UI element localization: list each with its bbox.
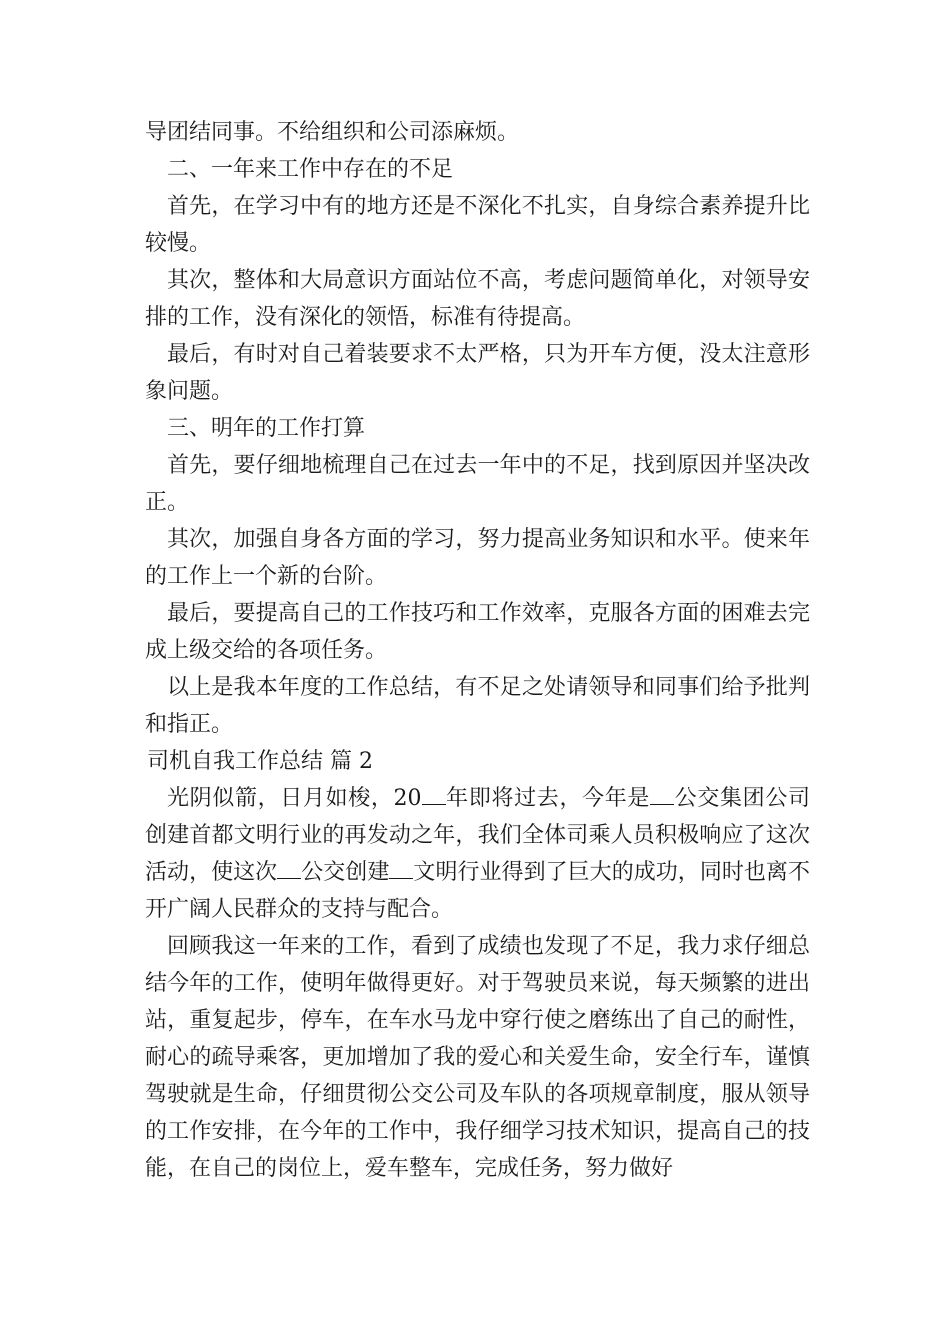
- paragraph: 其次，加强自身各方面的学习，努力提高业务知识和水平。使来年的工作上一个新的台阶。: [145, 527, 810, 589]
- text-run: 光阴似箭，日月如梭，20: [167, 786, 422, 811]
- blank-underline: [277, 860, 301, 879]
- text-run: 公交创建: [301, 860, 390, 885]
- paragraph: 首先，在学习中有的地方还是不深化不扎实，自身综合素养提升比较慢。: [145, 194, 810, 256]
- paragraph: 回顾我这一年来的工作，看到了成绩也发现了不足，我力求仔细总结今年的工作，使明年做得更好。对于驾驶员来说，每天频繁的进出站，重复起步，停车，在车水马龙中穿行使之磨练出了自己的耐性，耐心的疏导乘客，更加增加了我的爱心和关爱生命，安全行车，谨慎驾驶就是生命，仔细贯彻公交公司及车队的各项规章制度，服从领导的工作安排，在今年的工作中，我仔细学习技术知识，提高自己的技能，在自己的岗位上，爱车整车，完成任务，努力做好: [145, 934, 810, 1181]
- section-heading-shortcomings: 二、一年来工作中存在的不足: [167, 157, 454, 182]
- blank-underline: [389, 860, 413, 879]
- blank-underline: [422, 786, 446, 805]
- paragraph: 以上是我本年度的工作总结，有不足之处请领导和同事们给予批判和指正。: [145, 675, 810, 737]
- paragraph: [145, 780, 810, 928]
- paragraph: 首先，要仔细地梳理自己在过去一年中的不足，找到原因并坚决改正。: [145, 453, 810, 515]
- article-title: 司机自我工作总结 篇 2: [147, 749, 373, 774]
- text-run: 公交集团公司创建首都文明行业的再发动之年，我们全体司乘人员积极响应了这次活动，使这次: [145, 786, 810, 885]
- paragraph: 最后，有时对自己着装要求不太严格，只为开车方便，没太注意形象问题。: [145, 342, 810, 404]
- paragraph-continuation: 导团结同事。不给组织和公司添麻烦。: [145, 120, 520, 145]
- paragraph: 最后，要提高自己的工作技巧和工作效率，克服各方面的困难去完成上级交给的各项任务。: [145, 601, 810, 663]
- text-run: 文明行业得到了巨大的成功，同时也离不开广阔人民群众的支持与配合。: [145, 860, 810, 922]
- text-run: 年即将过去，今年是: [445, 786, 651, 811]
- blank-underline: [650, 786, 674, 805]
- section-heading-next-year-plan: 三、明年的工作打算: [167, 416, 366, 441]
- document-body: [145, 114, 810, 1187]
- paragraph: 其次，整体和大局意识方面站位不高，考虑问题简单化，对领导安排的工作，没有深化的领悟，标准有待提高。: [145, 268, 810, 330]
